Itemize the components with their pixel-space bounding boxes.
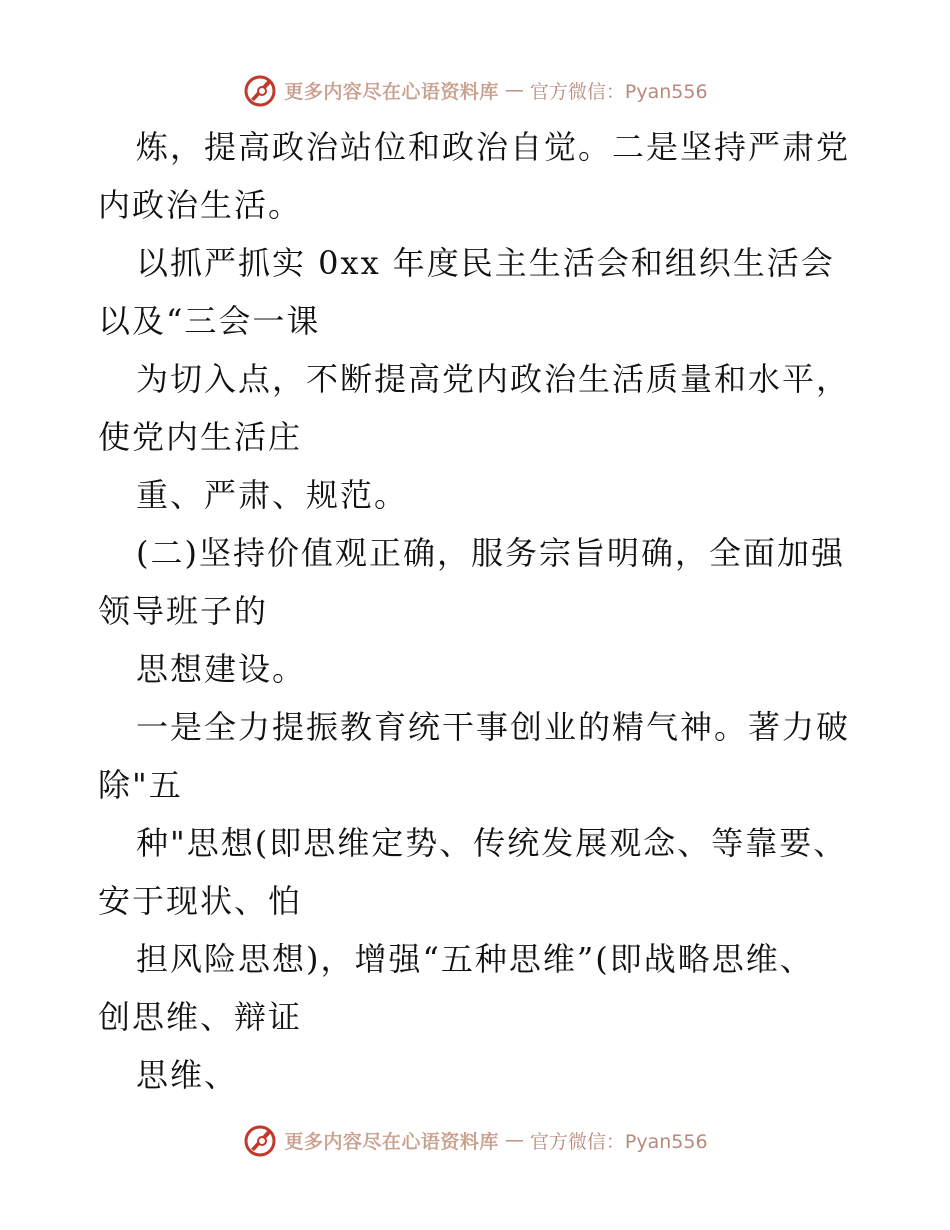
document-body	[98, 118, 858, 1104]
text-line: 以及“三会一课	[98, 302, 321, 340]
text-line: 使党内生活庄	[98, 418, 303, 456]
quill-logo-icon	[242, 1122, 278, 1158]
text-line: 创思维、辩证	[98, 998, 303, 1036]
text-line: 思维、	[136, 1056, 239, 1094]
watermark-contact: 官方微信：Pyan556	[529, 1130, 708, 1153]
watermark-site-name: 更多内容尽在心语资料库	[284, 80, 499, 103]
text-line: 领导班子的	[98, 592, 269, 630]
text-line: 为切入点，不断提高党内政治生活质量和水平，	[136, 360, 851, 398]
text-line: 担风险思想)，增强“五种思维”(即战略思维、	[136, 940, 814, 978]
watermark-site-name: 更多内容尽在心语资料库	[284, 1130, 499, 1153]
watermark-contact: 官方微信：Pyan556	[529, 80, 708, 103]
text-line: 以抓严抓实 0xx 年度民主生活会和组织生活会	[136, 244, 835, 282]
text-line: 重、严肃、规范。	[136, 476, 409, 514]
quill-logo-icon	[242, 72, 278, 108]
footer-watermark	[0, 1120, 950, 1160]
text-line: 种"思想(即思维定势、传统发展观念、等靠要、	[136, 824, 848, 862]
text-line: 除"五	[98, 766, 183, 804]
text-line: 炼，提高政治站位和政治自觉。二是坚持严肃党	[136, 128, 851, 166]
watermark-separator: —	[504, 1129, 524, 1151]
text-line: 思想建设。	[136, 650, 307, 688]
watermark-separator: —	[504, 79, 524, 101]
text-line: (二)坚持价值观正确，服务宗旨明确，全面加强	[136, 534, 845, 572]
text-line: 一是全力提振教育统干事创业的精气神。著力破	[136, 708, 851, 746]
text-line: 内政治生活。	[98, 186, 303, 224]
text-line: 安于现状、怕	[98, 882, 303, 920]
header-watermark	[0, 70, 950, 110]
